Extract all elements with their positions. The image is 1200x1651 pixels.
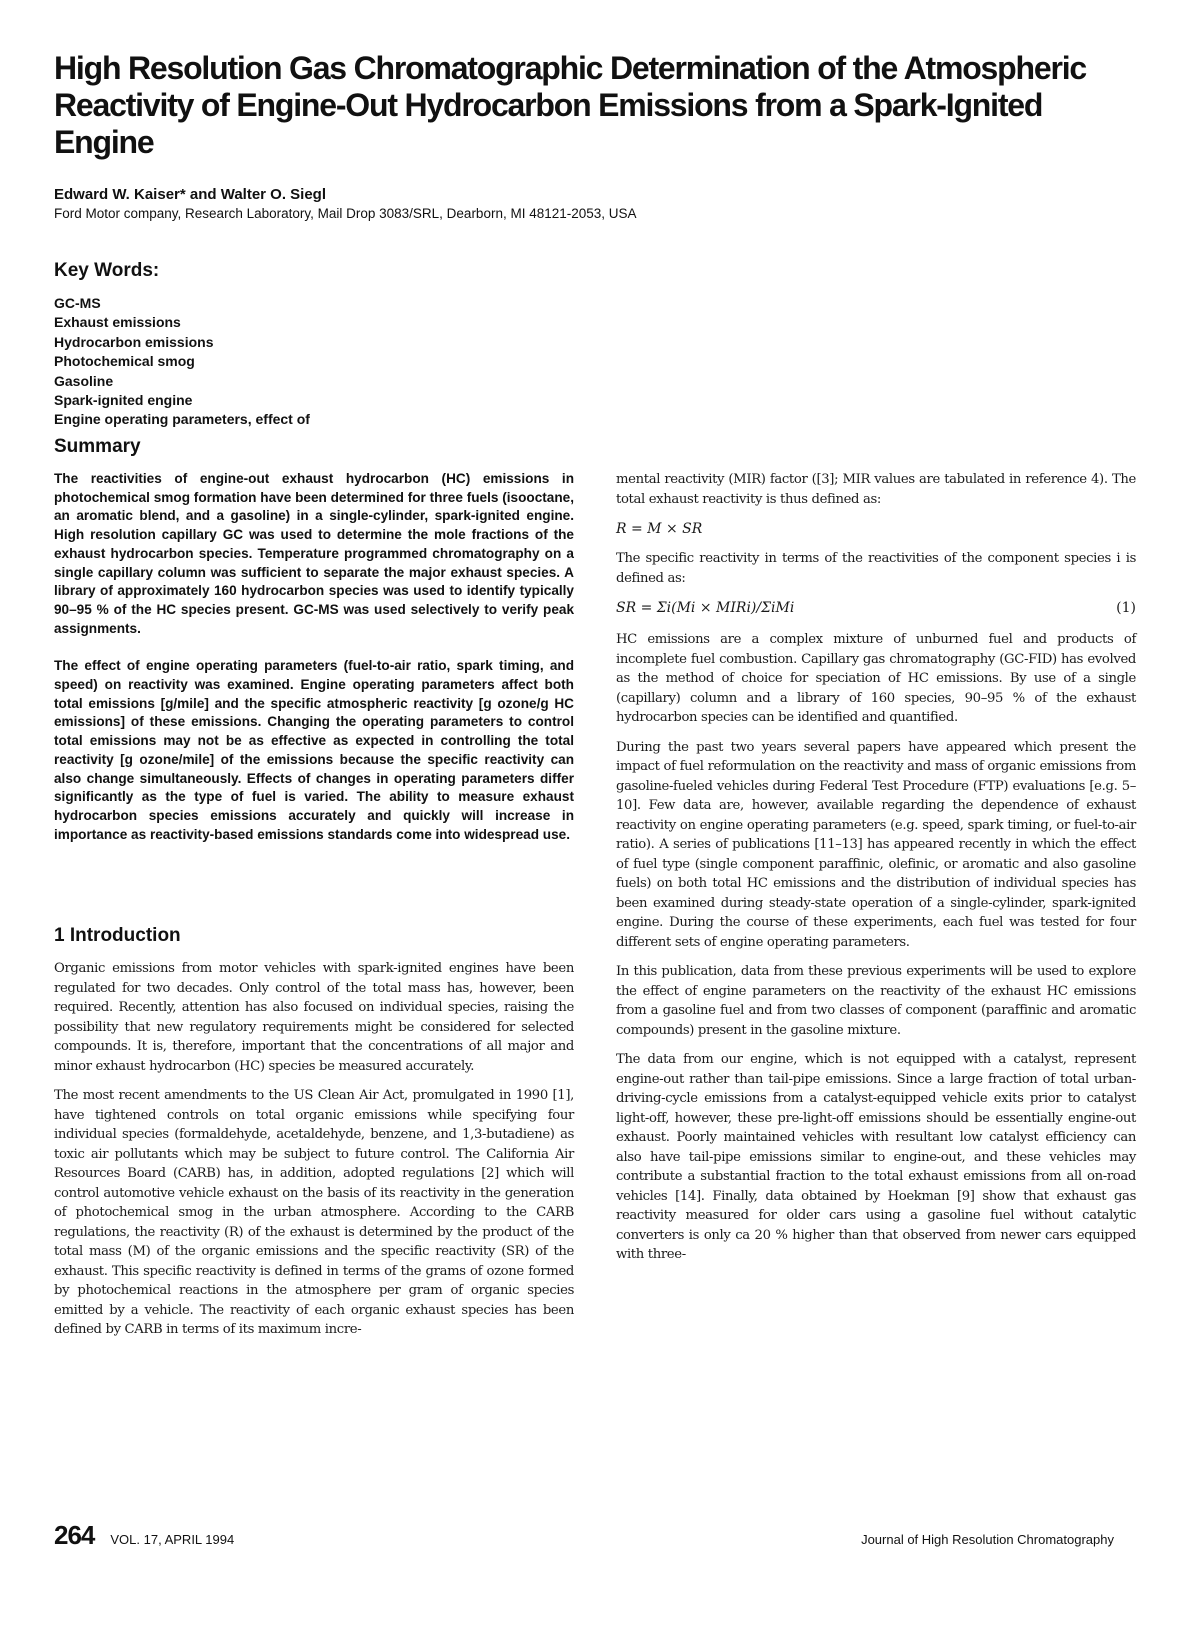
body-paragraph: HC emissions are a complex mixture of unburned fuel and products of incomplete fuel combustion. Capillary gas chromatography (GC-FID) has evolved as the method of choice for speciation of HC emissions. By use of a single (capillary) column and a library of 160 species, 90–95 % of the exhaust hydrocarbon species can be identified and quantified. — [616, 632, 1136, 725]
keyword-item: Photochemical smog — [54, 353, 195, 370]
keyword-item: Spark-ignited engine — [54, 392, 193, 409]
introduction-heading: 1 Introduction — [54, 925, 181, 946]
body-paragraph: The data from our engine, which is not equipped with a catalyst, represent engine-out rather than tail-pipe emissions. Since a large fraction of total urban-driving-cycle emissions from a catalyst-equipped vehicle exits prior to catalyst light-off, however, these pre-light-off emissions should be essentially engine-out exhaust. Poorly maintained vehicles with resultant low catalyst efficiency can also have tail-pipe emissions similar to engine-out, and these vehicles may contribute a substantial fraction to the total exhaust emissions from all on-road vehicles [14]. Finally, data obtained by Hoekman [9] show that exhaust gas reactivity measured for older cars using a gasoline fuel without catalytic converters is only ca 20 % higher than that observed from newer cars equipped with three- — [616, 1052, 1136, 1262]
introduction-section — [54, 925, 574, 1340]
paper-title: High Resolution Gas Chromatographic Determination of the Atmospheric Reactivity of Engine-Out Hydrocarbon Emissions from a Spark-Ignited Engine — [54, 50, 1086, 160]
body-paragraph: Organic emissions from motor vehicles with spark-ignited engines have been regulated for two decades. Only control of the total mass has, however, been required. Recently, attention has also focused on individual species, raising the possibility that new regulatory requirements might be considered for selected compounds. It is, therefore, important that the concentrations of all major and minor exhaust hydrocarbon (HC) species be measured accurately. — [54, 961, 574, 1074]
journal-name: Journal of High Resolution Chromatography — [861, 1532, 1114, 1547]
keywords-heading: Key Words: — [54, 260, 160, 281]
keyword-item: Exhaust emissions — [54, 314, 181, 331]
summary-section — [54, 436, 574, 844]
keyword-item: Hydrocarbon emissions — [54, 333, 214, 350]
equation-r — [616, 521, 1136, 537]
body-paragraph: mental reactivity (MIR) factor ([3]; MIR values are tabulated in reference 4). The total exhaust reactivity is thus defined as: — [616, 472, 1136, 507]
summary-paragraph: The effect of engine operating parameters (fuel-to-air ratio, spark timing, and speed) on reactivity was examined. Engine operating parameters affect both total emissions [g/mile] and the specific atmospheric reactivity [g ozone/g HC emissions] of these emissions. Changing the operating parameters to control total emissions may not be as effective as expected in controlling the total reactivity [g ozone/mile] of the emissions because the specific reactivity can also change simultaneously. Effects of changes in operating parameters differ significantly as the type of fuel is varied. The ability to measure exhaust hydrocarbon species emissions accurately and quickly will increase in importance as reactivity-based emissions standards come into widespread use. — [54, 658, 574, 842]
summary-paragraph: The reactivities of engine-out exhaust hydrocarbon (HC) emissions in photochemical smog formation have been determined for three fuels (isooctane, an aromatic blend, and a gasoline) in a single-cylinder, spark-ignited engine. High resolution capillary GC was used to determine the mole fractions of the exhaust hydrocarbon species. Temperature programmed chromatography on a single capillary column was sufficient to separate the major exhaust species. A library of approximately 160 hydrocarbon species was used to identify typically 90–95 % of the HC species present. GC-MS was used selectively to verify peak assignments. — [54, 471, 574, 636]
equation-text: SR = Σi(Mi × MIRi)/ΣiMi — [616, 600, 795, 616]
summary-heading: Summary — [54, 436, 141, 457]
author-list: Edward W. Kaiser* and Walter O. Siegl — [54, 186, 327, 203]
keyword-item: Gasoline — [54, 372, 114, 389]
body-paragraph: The specific reactivity in terms of the reactivities of the component species i is defined as: — [616, 551, 1136, 586]
keyword-item: GC-MS — [54, 295, 101, 311]
volume-info: VOL. 17, APRIL 1994 — [110, 1532, 235, 1547]
right-column — [616, 470, 1136, 1265]
page-footer-left — [54, 1520, 234, 1551]
equation-number: (1) — [1116, 600, 1136, 616]
equation-sr — [616, 600, 1136, 616]
body-paragraph: During the past two years several papers have appeared which present the impact of fuel reformulation on the reactivity and mass of organic emissions from gasoline-fueled vehicles during Federal Test Procedure (FTP) evaluations [e.g. 5–10]. Few data are, however, available regarding the dependence of exhaust reactivity on engine operating parameters (e.g. speed, spark timing, or fuel-to-air ratio). A series of publications [11–13] has appeared recently in which the effect of fuel type (single component paraffinic, olefinic, or aromatic and also gasoline fuels) on both total HC emissions and the distribution of individual species has been examined during steady-state operation of a single-cylinder, spark-ignited engine. During the course of these experiments, each fuel was tested for four different sets of engine operating parameters. — [616, 739, 1136, 950]
body-paragraph: In this publication, data from these previous experiments will be used to explore the effect of engine parameters on the reactivity of the exhaust HC emissions from a gasoline fuel and from two classes of component (paraffinic and aromatic compounds) present in the gasoline mixture. — [616, 964, 1136, 1038]
keywords-list — [54, 294, 310, 430]
equation-text: R = M × SR — [616, 521, 703, 537]
affiliation: Ford Motor company, Research Laboratory, Mail Drop 3083/SRL, Dearborn, MI 48121-2053, USA — [54, 206, 637, 221]
page-number: 264 — [54, 1520, 95, 1550]
body-paragraph: The most recent amendments to the US Clean Air Act, promulgated in 1990 [1], have tightened controls on total organic emissions while specifying four individual species (formaldehyde, acetaldehyde, benzene, and 1,3-butadiene) as toxic air pollutants which may be subject to future control. The California Air Resources Board (CARB) has, in addition, adopted regulations [2] which will control automotive vehicle exhaust on the basis of its reactivity in the generation of photochemical smog in the urban atmosphere. According to the CARB regulations, the reactivity (R) of the exhaust is determined by the product of the total mass (M) of the organic emissions and the specific reactivity (SR) of the exhaust. This specific reactivity is defined in terms of the grams of ozone formed by photochemical reactions in the atmosphere per gram of organic species emitted by a vehicle. The reactivity of each organic exhaust species has been defined by CARB in terms of its maximum incre- — [54, 1088, 574, 1337]
keyword-item: Engine operating parameters, effect of — [54, 411, 310, 428]
